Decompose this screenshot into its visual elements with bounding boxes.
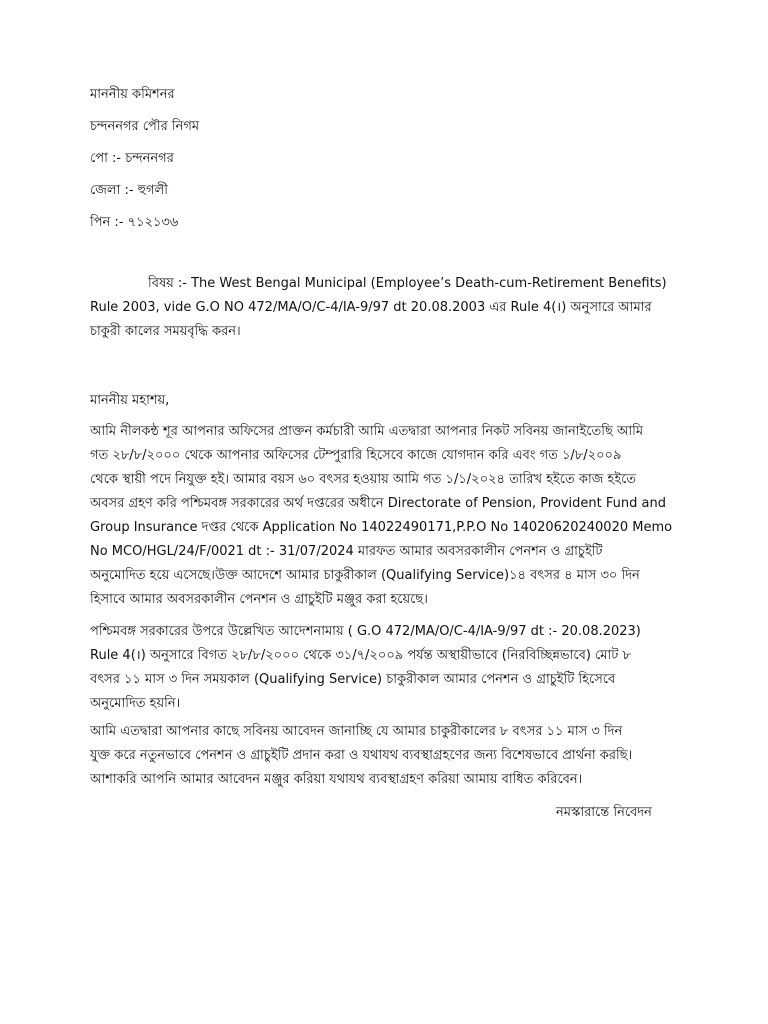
paragraph-line: আমি এতদ্বারা আপনার কাছে সবিনয় আবেদন জানাচ্ছি যে আমার চাকুরীকালের ৮ বৎসর ১১ মাস ৩ দিন xyxy=(90,724,623,739)
body-paragraph-1 xyxy=(90,420,680,612)
paragraph-line: অনুমোদিত হয়ে এসেছে।উক্ত আদেশে আমার চাকুরীকাল (Qualifying Service)১৪ বৎসর ৪ মাস ৩০ দিন xyxy=(90,568,640,583)
recipient-office: চন্দননগর পৌর নিগম xyxy=(90,119,200,134)
paragraph-line: আমি নীলকন্ঠ শূর আপনার অফিসের প্রাক্তন কর্মচারী আমি এতদ্বারা আপনার নিকট সবিনয় জানাইতেছি আমি xyxy=(90,424,644,439)
subject-line: Rule 2003, vide G.O NO 472/MA/O/C-4/IA-9/97 dt 20.08.2003 এর Rule 4(।) অনুসারে আমার xyxy=(90,300,652,315)
paragraph-line: অবসর গ্রহণ করি পশ্চিমবঙ্গ সরকারের অর্থ দপ্তরের অধীনে Directorate of Pension, Provident Fund and xyxy=(90,496,666,511)
paragraph-line: পশ্চিমবঙ্গ সরকারের উপরে উল্লেখিত আদেশনামায় ( G.O 472/MA/O/C-4/IA-9/97 dt :- 20.08.2023) xyxy=(90,624,641,639)
subject-block xyxy=(90,272,680,344)
paragraph-line: No MCO/HGL/24/F/0021 dt :- 31/07/2024 মারফত আমার অবসরকালীন পেনশন ও গ্রাচুইটি xyxy=(90,544,603,559)
paragraph-line: হিসাবে আমার অবসরকালীন পেনশন ও গ্রাচুইটি মঞ্জুর করা হয়েছে। xyxy=(90,592,428,607)
paragraph-line: আশাকরি আপনি আমার আবেদন মঞ্জুর করিয়া যথাযথ ব্যবস্থাগ্রহণ করিয়া আমায় বাধিত করিবেন। xyxy=(90,772,583,787)
recipient-pin: পিন :- ৭১২১৩৬ xyxy=(90,215,179,230)
paragraph-line: যুক্ত করে নতুনভাবে পেনশন ও গ্রাচুইটি প্রদান করা ও যথাযথ ব্যবস্থাগ্রহণের জন্য বিশেষভাবে প্রার্থনা করছি। xyxy=(90,748,633,763)
body-paragraph-2 xyxy=(90,620,680,716)
paragraph-line: Rule 4(।) অনুসারে বিগত ২৮/৮/২০০০ থেকে ৩১/৭/২০০৯ পর্যন্ত অস্থায়ীভাবে (নিরবিচ্ছিন্নভাবে) মোট ৮ xyxy=(90,648,631,663)
closing-phrase: নমস্কারান্তে নিবেদন xyxy=(556,805,652,820)
paragraph-line: গত ২৮/৮/২০০০ থেকে আপনার অফিসের টেম্পুরারি হিসেবে কাজে যোগদান করি এবং গত ১/৮/২০০৯ xyxy=(90,448,622,463)
paragraph-line: বৎসর ১১ মাস ৩ দিন সময়কাল (Qualifying Service) চাকুরীকাল আমার পেনশন ও গ্রাচুইটি হিসেবে xyxy=(90,672,616,687)
subject-line: চাকুরী কালের সময়বৃদ্ধি করন। xyxy=(90,324,241,339)
paragraph-line: অনুমোদিত হয়নি। xyxy=(90,696,181,711)
recipient-post-office: পো :- চন্দননগর xyxy=(90,151,174,166)
subject-line: বিষয় :- The West Bengal Municipal (Employee’s Death-cum-Retirement Benefits) xyxy=(148,276,667,291)
salutation: মাননীয় মহাশয়, xyxy=(90,393,170,408)
recipient-district: জেলা :- হুগলী xyxy=(90,183,168,198)
paragraph-line: থেকে স্থায়ী পদে নিযুক্ত হই। আমার বয়স ৬০ বৎসর হওয়ায় আমি গত ১/১/২০২৪ তারিখ হইতে কাজ হইতে xyxy=(90,472,637,487)
paragraph-line: Group Insurance দপ্তর থেকে Application No 14022490171,P.P.O No 14020620240020 Memo xyxy=(90,520,673,535)
recipient-title: মাননীয় কমিশনর xyxy=(90,87,175,102)
body-paragraph-3 xyxy=(90,720,680,792)
